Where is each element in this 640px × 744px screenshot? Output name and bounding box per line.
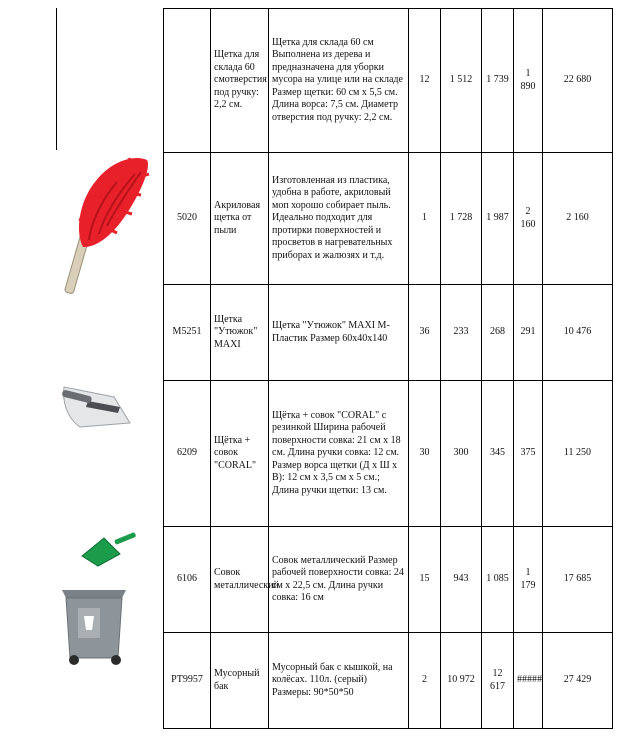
product-qty: 36 [409, 285, 441, 381]
product-price-3: 1 179 [514, 527, 543, 633]
product-name: Совок металлический [211, 527, 269, 633]
product-price-2: 1 739 [482, 9, 514, 153]
product-price-1: 233 [441, 285, 482, 381]
product-total: 27 429 [543, 633, 613, 729]
product-code: M5251 [164, 285, 211, 381]
product-code: PT9957 [164, 633, 211, 729]
product-description: Щетка для склада 60 см Выполнена из дерева и предназначена для уборки мусора на улице или на складе Размер щетки: 60 см х 5,5 см. Длина ворса: 7,5 см. Диаметр отверстия под ручку: 2,2 см. [269, 9, 409, 153]
table-row [164, 381, 613, 527]
product-qty: 1 [409, 153, 441, 285]
product-code: 5020 [164, 153, 211, 285]
product-code: 6106 [164, 527, 211, 633]
duster-image [55, 152, 155, 300]
product-price-2: 1 085 [482, 527, 514, 633]
product-name: Щетка для склада 60 смотверстия под ручку: 2,2 см. [211, 9, 269, 153]
product-name: Акриловая щетка от пыли [211, 153, 269, 285]
product-price-2: 268 [482, 285, 514, 381]
product-description: Мусорный бак с кышкой, на колёсах. 110л. (серый) Размеры: 90*50*50 [269, 633, 409, 729]
product-qty: 2 [409, 633, 441, 729]
table-row [164, 153, 613, 285]
product-price-1: 300 [441, 381, 482, 527]
table-row [164, 285, 613, 381]
product-total: 2 160 [543, 153, 613, 285]
product-description: Изготовленная из пластика, удобна в работе, акриловый моп хорошо собирает пыль. Идеально подходит для протирки поверхностей и просветов в нагревательных приборах и жалюзях и т.д. [269, 153, 409, 285]
product-name: Щётка + совок "CORAL" [211, 381, 269, 527]
product-qty: 30 [409, 381, 441, 527]
scoop-image [80, 532, 140, 568]
product-price-3: 375 [514, 381, 543, 527]
product-total: 11 250 [543, 381, 613, 527]
product-price-1: 943 [441, 527, 482, 633]
product-price-3: 2 160 [514, 153, 543, 285]
table-row [164, 9, 613, 153]
dustpan-brush-image [58, 375, 134, 433]
image-edge-line [56, 8, 57, 150]
product-price-3: 1 890 [514, 9, 543, 153]
product-code [164, 9, 211, 153]
product-name: Мусорный бак [211, 633, 269, 729]
product-price-1: 1 728 [441, 153, 482, 285]
product-price-3: 291 [514, 285, 543, 381]
product-description: Щётка + совок "CORAL" с резинкой Ширина рабочей поверхности совка: 21 см х 18 см. Длина ручки совка: 12 см. Размер ворса щетки (Д х Ш х В): 12 см х 3,5 см х 5 см.; Длина ручки щетки: 13 см. [269, 381, 409, 527]
product-name: Щетка "Утюжок" MAXI [211, 285, 269, 381]
product-table [163, 8, 613, 729]
product-qty: 12 [409, 9, 441, 153]
product-price-2: 1 987 [482, 153, 514, 285]
product-qty: 15 [409, 527, 441, 633]
product-price-1: 1 512 [441, 9, 482, 153]
product-price-2: 12 617 [482, 633, 514, 729]
trash-bin-image [58, 582, 130, 666]
product-description: Совок металлический Размер рабочей поверхности совка: 24 см х 22,5 см. Длина ручки совка: 16 см [269, 527, 409, 633]
product-description: Щетка "Утюжок" MAXI M-Пластик Размер 60х40х140 [269, 285, 409, 381]
product-price-2: 345 [482, 381, 514, 527]
product-price-1: 10 972 [441, 633, 482, 729]
product-total: 22 680 [543, 9, 613, 153]
product-total: 10 476 [543, 285, 613, 381]
product-code: 6209 [164, 381, 211, 527]
table-row [164, 527, 613, 633]
table-row [164, 633, 613, 729]
product-total: 17 685 [543, 527, 613, 633]
product-price-3: ##### [514, 633, 543, 729]
